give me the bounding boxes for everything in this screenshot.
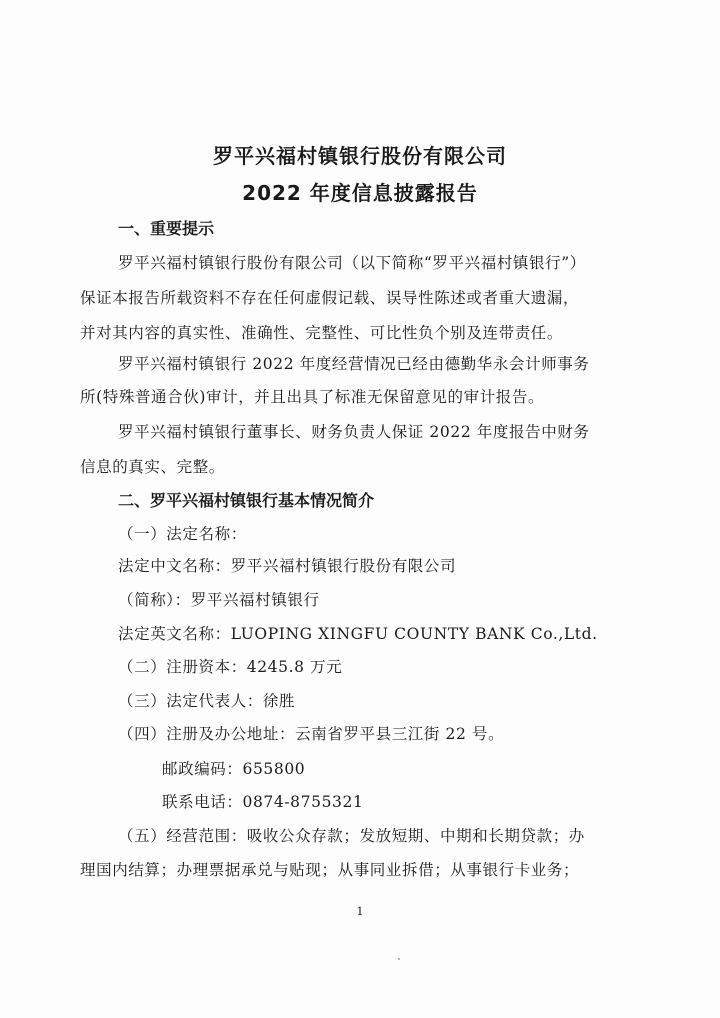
section1-paragraph1-line3: 并对其内容的真实性、准确性、完整性、可比性负个别及连带责任。 <box>80 324 564 342</box>
scan-speck <box>398 958 400 960</box>
document-title-bank-name: 罗平兴福村镇银行股份有限公司 <box>213 144 507 168</box>
postal-code: 邮政编码：655800 <box>162 760 306 778</box>
section1-paragraph2-line1: 罗平兴福村镇银行 2022 年度经营情况已经由德勤华永会计师事务 <box>118 355 590 373</box>
section1-paragraph2-line2: 所(特殊普通合伙)审计，并且出具了标准无保留意见的审计报告。 <box>80 388 545 406</box>
section1-paragraph1-line2: 保证本报告所载资料不存在任何虚假记载、误导性陈述或者重大遗漏， <box>80 289 580 307</box>
section1-paragraph3-line1: 罗平兴福村镇银行董事长、财务负责人保证 2022 年度报告中财务 <box>118 423 590 441</box>
legal-name-label: （一）法定名称： <box>118 525 247 543</box>
section2-heading: 二、罗平兴福村镇银行基本情况简介 <box>118 491 375 510</box>
section1-heading: 一、重要提示 <box>118 219 215 238</box>
registered-address: （四）注册及办公地址：云南省罗平县三江街 22 号。 <box>118 725 505 743</box>
legal-representative: （三）法定代表人：徐胜 <box>118 692 296 710</box>
section1-paragraph3-line2: 信息的真实、完整。 <box>80 458 225 476</box>
business-scope-line2: 理国内结算；办理票据承兑与贴现；从事同业拆借；从事银行卡业务； <box>80 861 580 879</box>
document-title-report: 2022 年度信息披露报告 <box>242 181 478 205</box>
english-name: 法定英文名称：LUOPING XINGFU COUNTY BANK Co.,Ltd. <box>118 625 598 643</box>
contact-phone: 联系电话：0874-8755321 <box>162 793 364 811</box>
short-name: （简称）：罗平兴福村镇银行 <box>118 591 320 609</box>
registered-capital: （二）注册资本：4245.8 万元 <box>118 658 343 676</box>
section1-paragraph1-line1: 罗平兴福村镇银行股份有限公司（以下简称“罗平兴福村镇银行”） <box>118 254 586 272</box>
chinese-name: 法定中文名称：罗平兴福村镇银行股份有限公司 <box>118 557 457 575</box>
page-number: 1 <box>356 905 364 918</box>
business-scope-line1: （五）经营范围：吸收公众存款；发放短期、中期和长期贷款；办 <box>118 827 585 845</box>
